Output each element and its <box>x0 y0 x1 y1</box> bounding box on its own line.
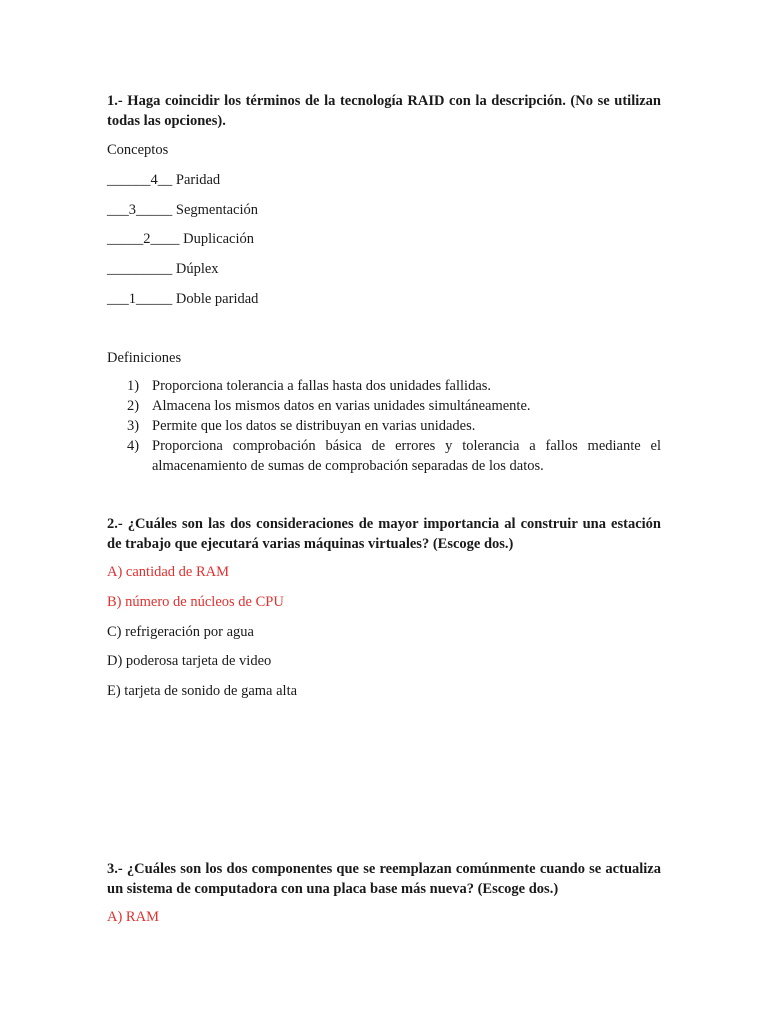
concept-item: _____2____ Duplicación <box>107 231 254 247</box>
answer-option: C) refrigeración por agua <box>107 624 254 640</box>
concept-item: ______4__ Paridad <box>107 172 221 188</box>
definition-item <box>107 376 661 396</box>
concepts-heading: Conceptos <box>107 142 169 158</box>
answer-option-correct: B) número de núcleos de CPU <box>107 594 284 610</box>
question-3-text: 3.- ¿Cuáles son los dos componentes que se reemplazan comúnmente cuando se actualiza un sistema de computadora con una placa base más nueva? (Escoge dos.) <box>107 861 661 897</box>
definition-number: 1) <box>127 378 140 394</box>
concept-item: ___1_____ Doble paridad <box>107 291 259 307</box>
definition-item <box>107 436 661 476</box>
definitions-heading: Definiciones <box>107 350 182 366</box>
definition-number: 3) <box>127 418 140 434</box>
definitions-list <box>107 376 661 476</box>
question-1-text: 1.- Haga coincidir los términos de la tecnología RAID con la descripción. (No se utilizan todas las opciones). <box>107 93 661 129</box>
concept-item: ___3_____ Segmentación <box>107 202 259 218</box>
concept-item: _________ Dúplex <box>107 261 219 277</box>
definition-text: Proporciona comprobación básica de errores y tolerancia a fallos mediante el almacenamiento de sumas de comprobación separadas de los datos. <box>152 438 661 474</box>
question-2-text: 2.- ¿Cuáles son las dos consideraciones de mayor importancia al construir una estación de trabajo que ejecutará varias máquinas virtuales? (Escoge dos.) <box>107 516 661 552</box>
definition-item <box>107 416 661 436</box>
answer-option-correct: A) cantidad de RAM <box>107 564 230 580</box>
definition-text: Proporciona tolerancia a fallas hasta dos unidades fallidas. <box>152 378 492 394</box>
answer-option-correct: A) RAM <box>107 909 159 925</box>
definition-number: 2) <box>127 398 140 414</box>
answer-option: E) tarjeta de sonido de gama alta <box>107 683 298 699</box>
definition-item <box>107 396 661 416</box>
definition-number: 4) <box>127 438 140 454</box>
definition-text: Permite que los datos se distribuyan en varias unidades. <box>152 418 476 434</box>
definition-text: Almacena los mismos datos en varias unidades simultáneamente. <box>152 398 531 414</box>
answer-option: D) poderosa tarjeta de video <box>107 653 272 669</box>
